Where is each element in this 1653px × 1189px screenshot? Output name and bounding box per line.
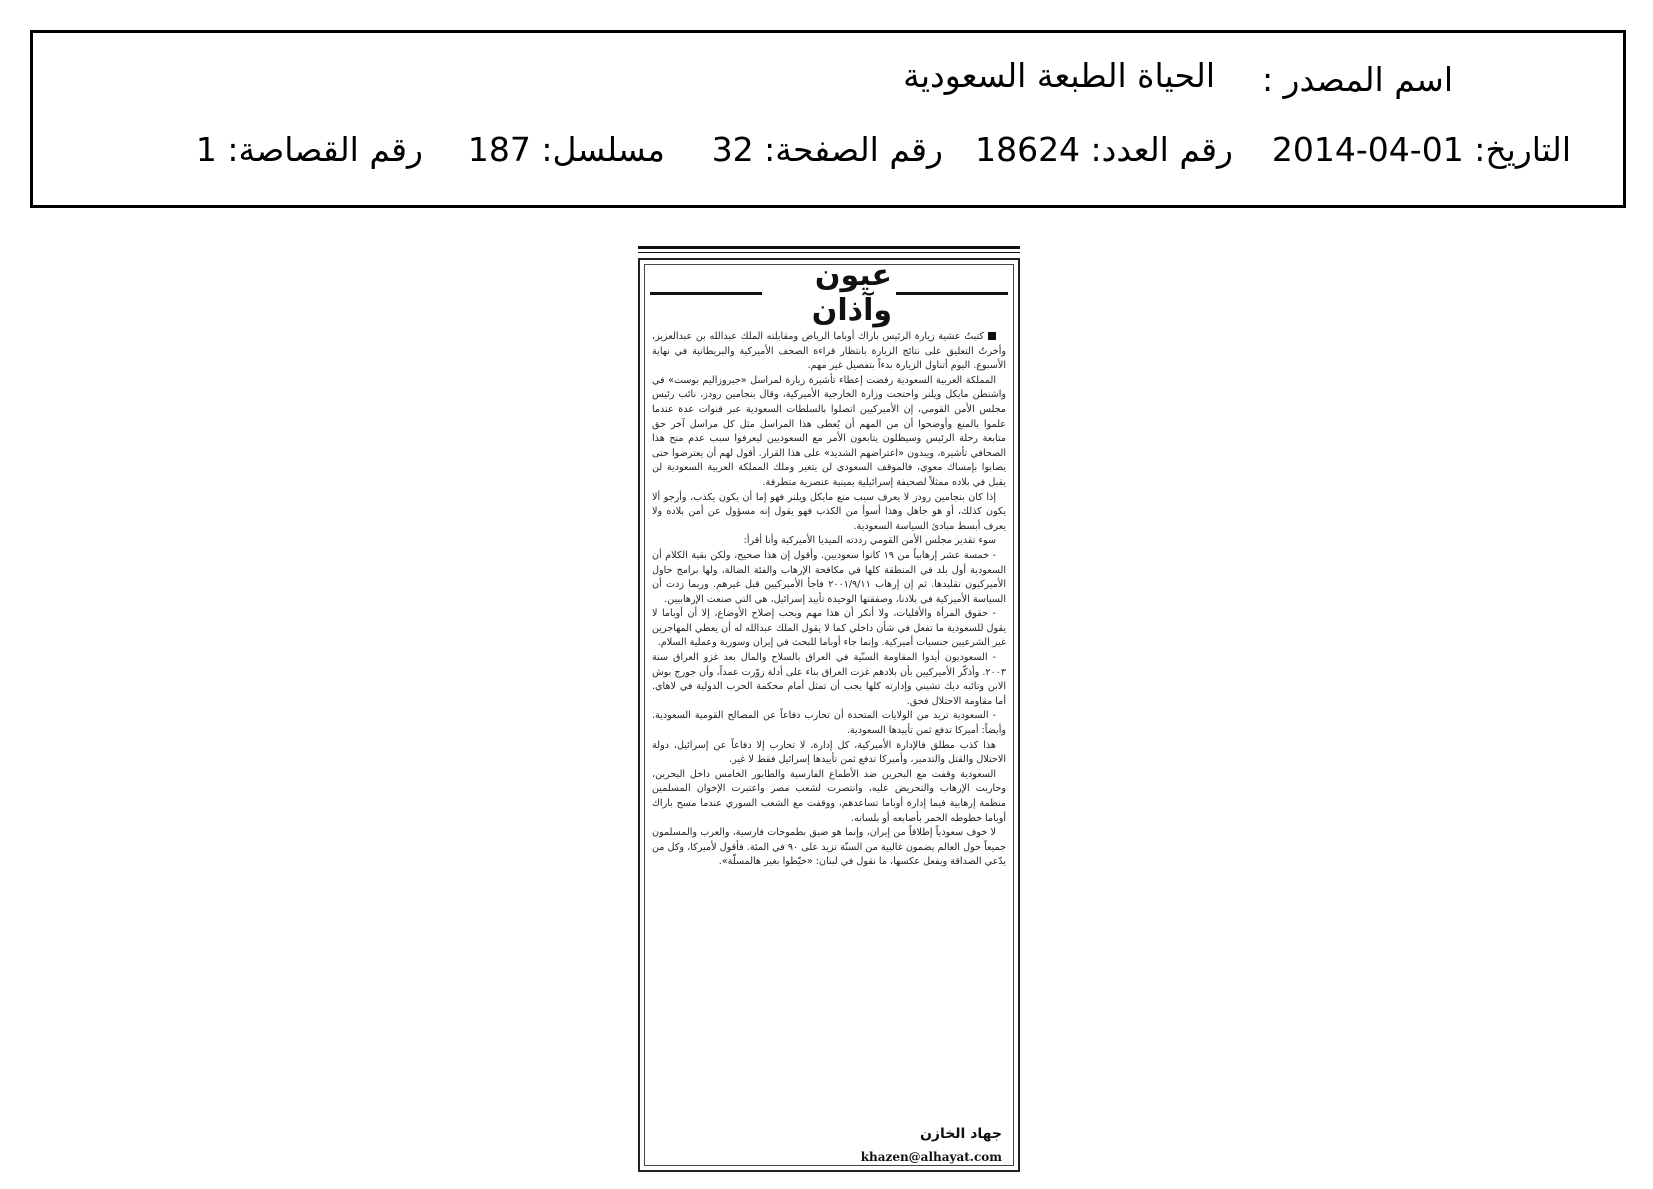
article-paragraph: - خمسة عشر إرهابياً من ١٩ كانوا سعوديين. وأقول إن هذا صحيح، ولكن بقية الكلام أن السعودية أول بلد في المنطقة كلها في مكافحة الإرهاب والفئة الضالة، ولها برامج حاول الأميركيون تقليدها. ثم إن إرهاب ٢٠٠١/٩/١١ فاجأ الأميركيين قبل غيرهم. وربما زدت أن السياسة الأميركية في بلادنا، وصفقتها الوحيدة تأييد إسرائيل، هي التي صنعت الإرهابيين.	[652, 549, 1006, 605]
article-paragraph: السعودية وقفت مع البحرين ضد الأطماع الفارسية والطابور الخامس داخل البحرين، وحاربت الإرهاب والتحريض عليه، وانتصرت لشعب مصر واعتبرت الإخوان المسلمين منظمة إرهابية فيما إدارة أوباما تساعدهم، ووقفت مع الشعب السوري عندما مسح باراك أوباما خطوطه الحمر بأصابعه أو بلسانه.	[652, 768, 1006, 824]
newspaper-clipping	[638, 246, 1020, 1172]
issue-number-field: رقم العدد: 18624	[975, 130, 1233, 169]
article-paragraph: إذا كان بنجامين رودز لا يعرف سبب منع مايكل ويلنر فهو إما أن يكون يكذب، وأرجو ألا يكون كذلك، أو هو جاهل وهذا أسوأ من الكذب فهو يقول إنه مسؤول عن أمن بلاده ولا يعرف أبسط مبادئ السياسة السعودية.	[652, 491, 1006, 532]
masthead-rule-left	[650, 292, 762, 295]
article-paragraph: لا خوف سعودياً إطلاقاً من إيران، وإنما هو ضيق بطموحات فارسية، والعرب والمسلمون جميعاً حول العالم يضمون غالبية من السنّة تزيد على ٩٠ في المئة. فأقول لأميركا، وكل من يدّعي الصداقة ويفعل عكسها، ما نقول في لبنان: «خيّطوا بغير هالمسلّة».	[652, 827, 1006, 868]
clipping-header-box	[30, 30, 1626, 208]
article-paragraph: سوء تقدير مجلس الأمن القومي رددته الميديا الأميركية وأنا أقرأ:	[743, 535, 996, 547]
article-body	[652, 330, 1006, 870]
clip-number-field: رقم القصاصة: 1	[195, 130, 423, 169]
article-paragraph: هذا كذب مطلق فالإدارة الأميركية، كل إدارة، لا تحارب إلا دفاعاً عن إسرائيل، دولة الاحتلال والقتل والتدمير، وأميركا تدفع ثمن تأييدها إسرائيل فقط لا غير.	[652, 739, 1006, 766]
serial-number-field: مسلسل: 187	[467, 130, 665, 169]
article-paragraph: المملكة العربية السعودية رفضت إعطاء تأشيرة زيارة لمراسل «جيروزاليم بوست» في واشنطن مايكل ويلنر واحتجت وزارة الخارجية الأميركية، وقال بنجامين رودز، نائب رئيس مجلس الأمن القومي، إن الأميركيين اتصلوا بالسلطات السعودية عبر قنوات عدة عندما علموا بالمنع وأوضحوا أن من المهم أن يُعطى هذا المراسل مثل كل مراسل آخر حق متابعة رحلة الرئيس وسيظلون يتابعون الأمر مع السعوديين ليعرفوا سبب عدم منح هذا الصحافي تأشيرة، ويبدون «اعتراضهم الشديد» على هذا القرار. أقول لهم أن يعترضوا حتى يصابوا بإمساك معوي، فالموقف السعودي لن يتغير وملك المملكة العربية السعودية لن يقبل في بلاده ممثلاً لصحيفة إسرائيلية يمينية عنصرية متطرفة.	[652, 374, 1006, 488]
article-paragraph: - السعودية تريد من الولايات المتحدة أن تحارب دفاعاً عن المصالح القومية السعودية. وأيضاً: أميركا تدفع ثمن تأييدها السعودية.	[652, 710, 1006, 737]
article-paragraph: كتبتُ عشية زيارة الرئيس باراك أوباما الرياض ومقابلته الملك عبدالله بن عبدالعزيز، وأخرتُ التعليق على نتائج الزيارة بانتظار قراءة الصحف الأميركية والبريطانية في نهاية الأسبوع. اليوم أتناول الزيارة بدءاً بتفصيل غير مهم.	[652, 331, 1006, 372]
article-paragraph: - السعوديون أيدوا المقاومة السنّية في العراق بالسلاح والمال بعد غزو العراق سنة ٢٠٠٣. وأذكّر الأميركيين بأن بلادهم غزت العراق بناء على أدلة زوّرت عمداً، وأن جورج بوش الابن ونائبه ديك تشيني وإدارته كلها يجب أن تمثل أمام محكمة الحرب الدولية في لاهاي. أما مقاومة الاحتلال فحق.	[652, 652, 1006, 707]
source-value: الحياة الطبعة السعودية	[903, 56, 1215, 95]
column-masthead: عيون وآذان	[811, 258, 892, 328]
article-paragraph: - حقوق المرأة والأقليات، ولا أنكر أن هذا مهم ويجب إصلاح الأوضاع، إلا أن أوباما لا يقول للسعودية ما تفعل في شأن داخلي كما لا يقول الملك عبدالله له أن يعطي المهاجرين غير الشرعيين جنسيات أميركية. وإنما جاء أوباما للبحث في إيران وسورية وعملية السلام.	[652, 608, 1006, 649]
author-email: khazen@alhayat.com	[860, 1150, 1002, 1164]
top-rule	[638, 246, 1020, 249]
source-label: اسم المصدر :	[1261, 60, 1453, 99]
top-rule-thin	[638, 252, 1020, 253]
page-number-field: رقم الصفحة: 32	[711, 130, 943, 169]
date-field: التاريخ: 01-04-2014	[1271, 130, 1571, 169]
square-bullet-icon	[988, 332, 996, 340]
clipping-frame	[638, 258, 1020, 1172]
author-name: جهاد الخازن	[919, 1126, 1002, 1142]
masthead-rule-right	[896, 292, 1008, 295]
